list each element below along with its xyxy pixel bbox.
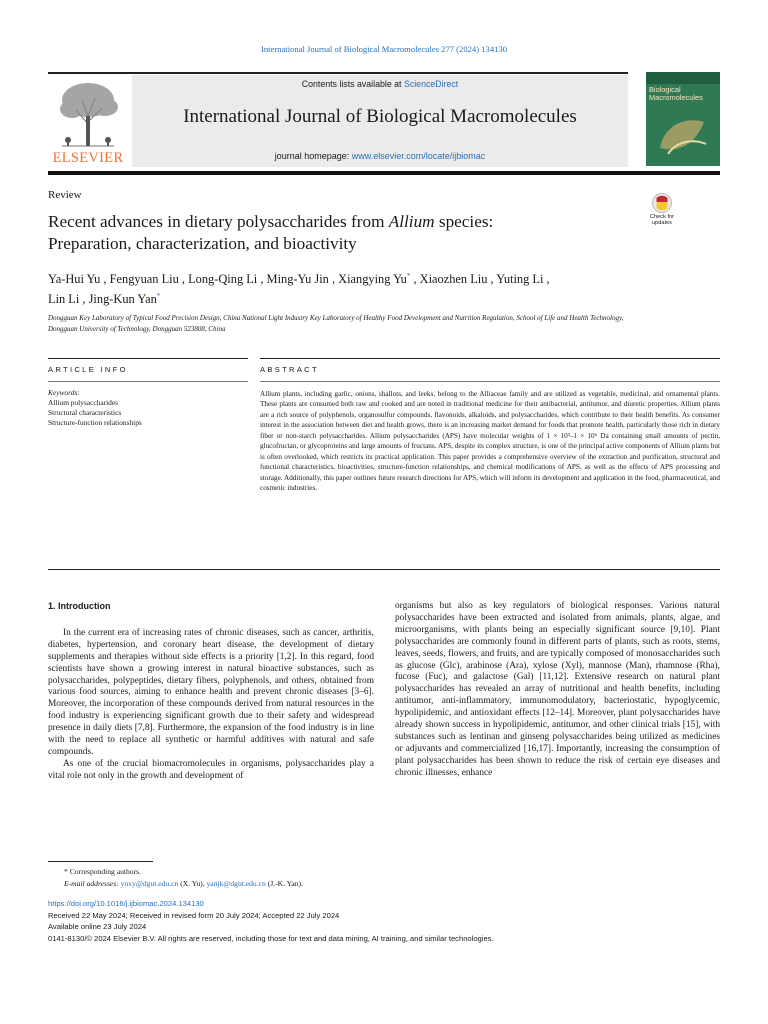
article-type: Review: [48, 189, 82, 201]
cover-title-line-2: Macromolecules: [649, 93, 703, 102]
author-list: [48, 268, 668, 308]
article-info-heading: ARTICLE INFO: [48, 365, 128, 374]
journal-cover-thumbnail[interactable]: [646, 72, 720, 166]
contents-line: [132, 79, 628, 89]
keywords-label: Keywords:: [48, 388, 80, 397]
title-line-2: Preparation, characterization, and bioactivity: [48, 234, 357, 253]
journal-title: International Journal of Biological Macromolecules: [183, 106, 577, 127]
cover-top-band: [646, 72, 720, 84]
abstract-text: Allium plants, including garlic, onions, shallots, and leeks, belong to the Alliaceae family and are utilized as vegetable, medicinal, and ornamental plants. These plants are consumed both raw and cooked and are noted in traditional medicine for their antibacterial, antitumor, and diuretic properties. Allium plants are a rich source of polyphenols, organosulfur compounds, flavonoids, alkaloids, and polysaccharides, which contribute to their health benefits. As consumer interest in the association between diet and health grows, there is an increasing market demand for foods that promote health, particularly those rich in dietary fiber or non-starch polysaccharides. Allium polysaccharides (APS) have molecular weights of 1 × 10³–1 × 10⁶ Da containing small amounts of pectin, glucofructan, or glycoproteins and large amounts of fructans. APS, despite its complex structure, is one of the principal active components of Allium plants but is often overlooked, which restricts its practical application. This paper provides a comprehensive overview of the extraction and purification, structural and functional characteristics, bioactivities, structure-function relationships, and chemical modifications of APS, as well as the effects of APS processing and storage. Additionally, this paper outlines future research directions for APS, which will inform its development and application in the food, pharmaceutical, and cosmetic industries.: [260, 390, 720, 493]
article-title: [48, 211, 628, 255]
doi-link[interactable]: https://doi.org/10.1016/j.ijbiomac.2024.134130: [48, 899, 204, 908]
affiliation: Dongguan Key Laboratory of Typical Food Precision Design, China National Light Industry Key Laboratory of Healthy Food Development and Nutrition Regulation, School of Life and Health Technology, Dongguan University of Technology, Dongguan 523808, China: [48, 314, 624, 333]
info-rule-under-heading: [48, 381, 248, 382]
authors-line-2: Lin Li , Jing-Kun Yan: [48, 292, 157, 307]
abstract-rule-bottom: [48, 569, 720, 570]
body-paragraph: organisms but also as key regulators of biological responses. Various natural polysaccharides have been extracted and isolated from animals, plants, algae, and microorganisms, with plants being an especially significant source [9,10]. Plant polysaccharides are commonly found in different parts of plants, such as roots, stems, leaves, seeds, flowers, and fruits, and are typically composed of monosaccharides such as glucose (Glc), arabinose (Ara), xylose (Xyl), mannose (Man), rhamnose (Rha), fucose (Fuc), and galactose (Gal) [11,12]. Extensive research on natural plant polysaccharides has revealed an array of nutritional and health benefits, including antitumor, anti-inflammatory, immunomodulatory, bacteriostatic, hypoglycemic, hypolipidemic, and antioxidant effects [12–14]. Moreover, plant polysaccharides have already shown success in hypolipidemic, antitumor, and other clinical trials [15], with substances such as lentinan and ginseng polysaccharides being utilized as medicines or adjuvants and commercialized [16,17]. Importantly, increasing the consumption of plant polysaccharides has been shown to reduce the risk of certain eye diseases and chronic illnesses, enhance: [395, 601, 720, 778]
abstract-rule-under-heading: [260, 381, 720, 382]
info-rule-top: [48, 358, 248, 359]
body-paragraph: In the current era of increasing rates of chronic diseases, such as cancer, arthritis, diabetes, hypertension, and coronary heart disease, the development of dietary supplements and therapies without side effects is a priority [1,2]. In this regard, food scientists have shown a growing interest in natural bioactive substances, such as polysaccharides, polypeptides, dietary fibers, polyphenols, and others, obtained from various food sources, aiming to enhance health and prevent chronic diseases [3–6]. Moreover, the incorporation of these compounds derived from natural resources in the food industry is experiencing significant growth due to their safety and widespread presence in daily diets [7,8]. Furthermore, the expansion of the food industry is in line with the need to replace all synthetic or harmful additives with natural and safe compounds.: [48, 627, 374, 757]
abstract-rule-top: [260, 358, 720, 359]
abstract-heading: ABSTRACT: [260, 365, 319, 374]
homepage-link[interactable]: www.elsevier.com/locate/ijbiomac: [351, 151, 486, 161]
email-name-yan: (J.-K. Yan).: [265, 879, 303, 888]
keyword-item: Structural characteristics: [48, 407, 122, 417]
email-name-yu: (X. Yu),: [178, 879, 207, 888]
title-part-1: Recent advances in dietary polysaccharides from: [48, 212, 389, 231]
body-column-right: [395, 601, 720, 780]
email-label: E-mail addresses:: [64, 879, 121, 888]
email-note: [48, 878, 728, 890]
email-link-yu[interactable]: yuxy@dgut.edu.cn: [120, 879, 179, 888]
corresponding-marker-2[interactable]: *: [156, 292, 161, 301]
keyword-item: Structure-function relationships: [48, 417, 142, 427]
check-badge-label: Check for updates: [650, 214, 674, 226]
authors-line-1: Ya-Hui Yu , Fengyuan Liu , Long-Qing Li , Ming-Yu Jin , Xiangying Yu: [48, 272, 407, 287]
received-dates: Received 22 May 2024; Received in revised form 20 July 2024; Accepted 22 July 2024: [48, 910, 340, 920]
cover-title: [649, 86, 717, 102]
available-online: Available online 23 July 2024: [48, 922, 147, 932]
homepage-prefix: journal homepage:: [274, 151, 352, 161]
cover-artwork: [654, 108, 712, 162]
cover-title-line-1: Biological: [649, 85, 681, 94]
authors-line-1b: , Xiaozhen Liu , Yuting Li ,: [410, 272, 550, 287]
header-top-rule: [48, 72, 628, 74]
email-link-yan[interactable]: yanjk@dgut.edu.cn: [206, 879, 266, 888]
body-paragraph: As one of the crucial biomacromolecules in organisms, polysaccharides play a vital role not only in the growth and development of: [48, 758, 374, 781]
corresponding-marker-1[interactable]: *: [406, 272, 411, 280]
sciencedirect-link[interactable]: ScienceDirect: [403, 79, 459, 89]
check-for-updates-badge[interactable]: [647, 192, 677, 230]
footnotes: [48, 866, 728, 890]
body-column-left: [48, 601, 374, 783]
keyword-item: Allium polysaccharides: [48, 397, 118, 407]
header-thick-rule: [48, 171, 720, 175]
title-part-2: species:: [434, 212, 494, 231]
copyright-line: 0141-8130/© 2024 Elsevier B.V. All rights are reserved, including those for text and data mining, AI training, and similar technologies.: [48, 933, 494, 943]
footnote-rule: [48, 861, 153, 862]
contents-prefix: Contents lists available at: [301, 79, 404, 89]
publication-info: [48, 898, 728, 944]
publisher-wordmark: ELSEVIER: [52, 150, 124, 166]
section-heading-introduction: 1. Introduction: [48, 601, 111, 611]
corresponding-note: * Corresponding authors.: [64, 867, 141, 876]
title-italic: Allium: [388, 212, 435, 231]
journal-citation[interactable]: International Journal of Biological Macromolecules 277 (2024) 134130: [260, 44, 508, 54]
homepage-line: [132, 151, 628, 161]
check-for-updates-icon: [647, 192, 677, 214]
keywords-block: [48, 388, 248, 428]
